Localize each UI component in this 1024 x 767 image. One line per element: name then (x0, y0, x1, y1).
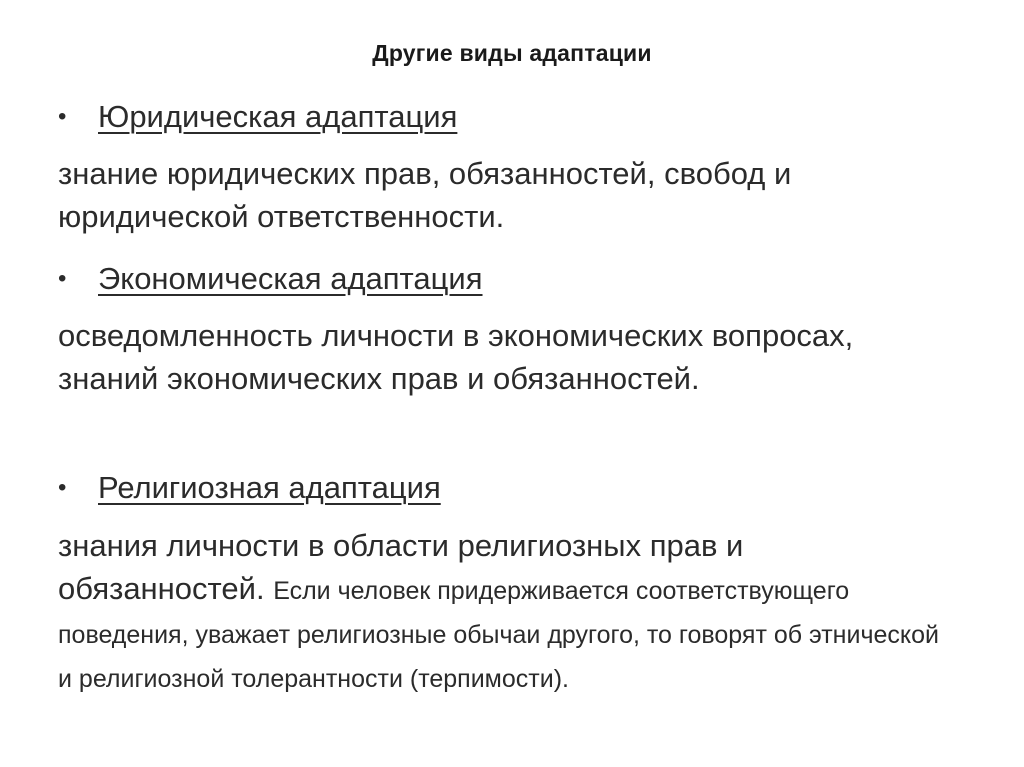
bullet-heading-economic (58, 260, 483, 298)
heading-economic-label: Экономическая адаптация (98, 261, 483, 296)
description-religious-note: Если человек придерживается соответствующего поведения, уважает религиозные обычаи другого, то говорят об этнической и религиозной толерантности (терпимости). (58, 577, 939, 693)
description-religious (58, 524, 958, 699)
bullet-icon: • (58, 103, 67, 130)
heading-legal-label: Юридическая адаптация (98, 99, 458, 134)
description-economic: осведомленность личности в экономических вопросах, знаний экономических прав и обязанностей. (58, 318, 854, 396)
bullet-icon: • (58, 474, 67, 501)
bullet-heading-religious (58, 469, 441, 507)
bullet-icon: • (58, 265, 67, 292)
slide-title: Другие виды адаптации (372, 40, 652, 66)
heading-religious-label: Религиозная адаптация (98, 470, 441, 505)
description-legal: знание юридических прав, обязанностей, свобод и юридической ответственности. (58, 156, 792, 234)
bullet-heading-legal (58, 98, 457, 136)
description-religious-lead: знания личности в области религиозных прав и обязанностей. (58, 528, 744, 606)
